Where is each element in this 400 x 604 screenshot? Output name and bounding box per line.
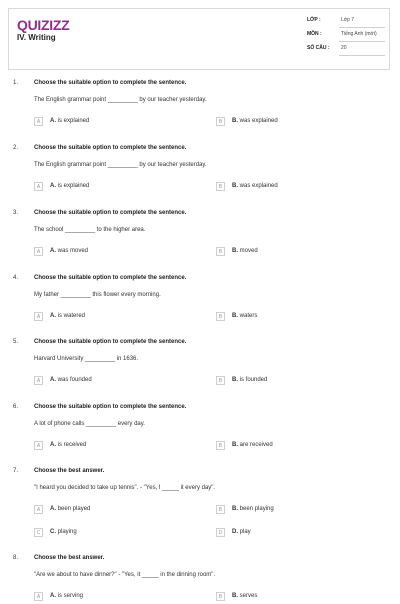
option-checkbox[interactable]: A <box>34 592 43 601</box>
option-letter: B. <box>232 183 238 189</box>
question-instruction: Choose the suitable option to complete the sentence. <box>34 210 187 216</box>
option-text: is explained <box>57 118 90 124</box>
question-number: 5. <box>13 339 19 345</box>
option-text: are received <box>239 442 273 448</box>
question-stem: The English grammar point _________ by our teacher yesterday. <box>34 97 207 103</box>
meta-underline <box>339 55 385 56</box>
option-letter: A. <box>50 118 56 124</box>
meta-value: 20 <box>341 45 347 51</box>
question-number: 2. <box>13 145 19 151</box>
question-instruction: Choose the suitable option to complete the sentence. <box>34 145 187 151</box>
option-text: serves <box>239 593 258 599</box>
option-letter: A. <box>50 248 56 254</box>
option-text: moved <box>239 248 258 254</box>
option-letter: B. <box>232 313 238 319</box>
option-letter: D. <box>232 529 238 535</box>
option-text: been played <box>57 506 91 512</box>
option-letter: B. <box>232 248 238 254</box>
meta-value: Lớp 7 <box>341 17 355 23</box>
question-number: 4. <box>13 275 19 281</box>
option-letter: A. <box>50 183 56 189</box>
question-number: 8. <box>13 555 19 561</box>
question-instruction: Choose the suitable option to complete the sentence. <box>34 80 187 86</box>
option-checkbox[interactable]: B <box>216 592 225 601</box>
option-checkbox[interactable]: D <box>216 528 225 537</box>
question-stem: My father _________ this flower every morning. <box>34 292 161 298</box>
option-checkbox[interactable]: A <box>34 312 43 321</box>
question-stem: Harvard University _________ in 1636. <box>34 356 139 362</box>
worksheet-header <box>8 8 390 70</box>
option-letter: A. <box>50 442 56 448</box>
meta-label: SỐ CÂU : <box>307 45 330 51</box>
question-instruction: Choose the suitable option to complete the sentence. <box>34 275 187 281</box>
option-text: is explained <box>57 183 90 189</box>
option-checkbox[interactable]: A <box>34 182 43 191</box>
meta-label: MÔN : <box>307 31 322 37</box>
meta-row-subject <box>307 31 385 43</box>
option-checkbox[interactable]: A <box>34 505 43 514</box>
question-instruction: Choose the best answer. <box>34 555 105 561</box>
meta-value: Tiếng Anh (mới) <box>341 31 377 37</box>
option-text: was moved <box>57 248 89 254</box>
quizizz-logo: QUIZIZZ <box>17 17 70 33</box>
option-text: playing <box>57 529 77 535</box>
option-text: was explained <box>239 183 278 189</box>
option-checkbox[interactable]: B <box>216 182 225 191</box>
question-instruction: Choose the suitable option to complete the sentence. <box>34 339 187 345</box>
option-checkbox[interactable]: A <box>34 441 43 450</box>
section-title: IV. Writing <box>17 33 56 42</box>
question-number: 7. <box>13 468 19 474</box>
meta-row-class <box>307 17 385 29</box>
option-text: is serving <box>57 593 84 599</box>
question-instruction: Choose the suitable option to complete the sentence. <box>34 404 187 410</box>
question-stem: The English grammar point _________ by our teacher yesterday. <box>34 162 207 168</box>
option-text: is received <box>57 442 87 448</box>
question-number: 6. <box>13 404 19 410</box>
option-letter: B. <box>232 442 238 448</box>
option-text: is watered <box>57 313 86 319</box>
worksheet-meta <box>307 17 385 59</box>
question-number: 1. <box>13 80 19 86</box>
option-checkbox[interactable]: B <box>216 247 225 256</box>
option-letter: A. <box>50 506 56 512</box>
option-checkbox[interactable]: A <box>34 376 43 385</box>
meta-underline <box>339 27 385 28</box>
option-text: been playing <box>239 506 274 512</box>
meta-row-question-count <box>307 45 385 57</box>
option-letter: A. <box>50 593 56 599</box>
option-checkbox[interactable]: B <box>216 441 225 450</box>
option-checkbox[interactable]: A <box>34 247 43 256</box>
option-checkbox[interactable]: A <box>34 117 43 126</box>
question-stem: The school _________ to the higher area. <box>34 227 146 233</box>
option-letter: A. <box>50 377 56 383</box>
meta-underline <box>339 41 385 42</box>
question-number: 3. <box>13 210 19 216</box>
question-stem: "I heard you decided to take up tennis". - "Yes, I _____ it every day". <box>34 485 216 491</box>
option-letter: B. <box>232 593 238 599</box>
question-instruction: Choose the best answer. <box>34 468 105 474</box>
option-checkbox[interactable]: B <box>216 376 225 385</box>
option-text: was founded <box>57 377 92 383</box>
option-checkbox[interactable]: C <box>34 528 43 537</box>
option-checkbox[interactable]: B <box>216 117 225 126</box>
meta-label: LỚP : <box>307 17 321 23</box>
option-text: play <box>239 529 251 535</box>
question-stem: "Are we about to have dinner?" - "Yes, it _____ in the dinning room". <box>34 572 216 578</box>
option-text: was explained <box>239 118 278 124</box>
option-letter: C. <box>50 529 56 535</box>
option-text: waters <box>239 313 258 319</box>
question-stem: A lot of phone calls _________ every day. <box>34 421 145 427</box>
option-checkbox[interactable]: B <box>216 312 225 321</box>
option-letter: A. <box>50 313 56 319</box>
option-letter: B. <box>232 506 238 512</box>
option-letter: B. <box>232 118 238 124</box>
option-letter: B. <box>232 377 238 383</box>
option-checkbox[interactable]: B <box>216 505 225 514</box>
option-text: is founded <box>239 377 268 383</box>
